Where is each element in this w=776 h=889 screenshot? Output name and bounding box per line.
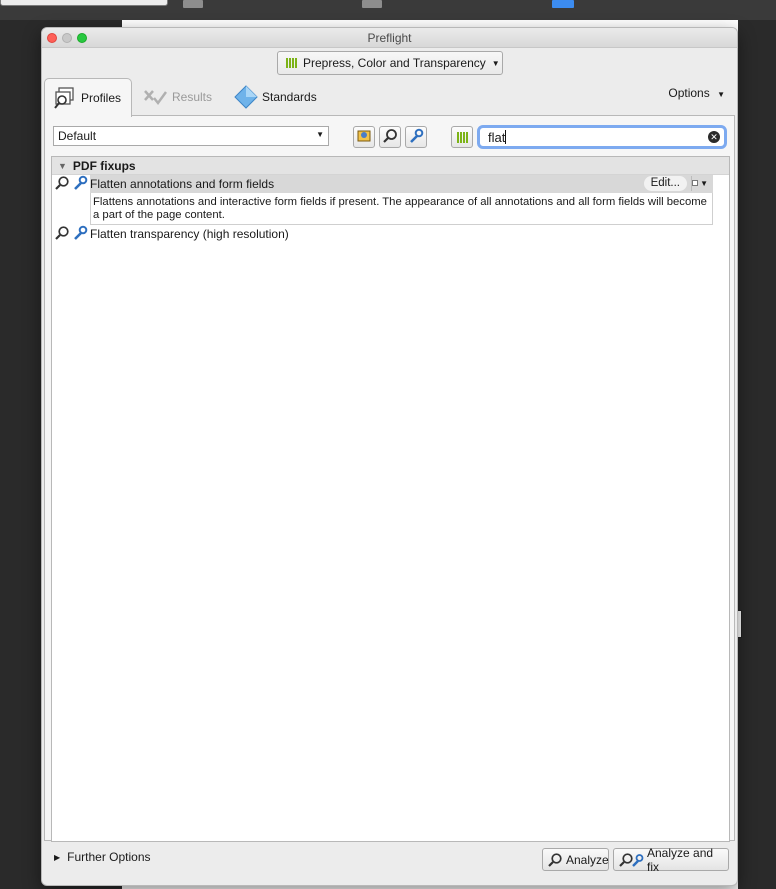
search-field[interactable] — [477, 125, 727, 149]
fixup-label: Flatten transparency (high resolution) — [90, 227, 289, 241]
magnifier-icon — [382, 128, 398, 147]
background-tool-icon — [183, 0, 203, 8]
library-select[interactable] — [53, 126, 329, 146]
window-title: Preflight — [367, 31, 412, 45]
show-fixups-button[interactable] — [405, 126, 427, 148]
wrench-icon — [72, 225, 88, 244]
magnifier-icon — [54, 225, 70, 244]
wrench-icon — [408, 128, 424, 147]
group-header[interactable] — [52, 157, 729, 175]
results-icon — [142, 86, 168, 108]
standards-icon — [234, 85, 258, 109]
further-options-label: Further Options — [67, 850, 151, 864]
background-field — [0, 0, 168, 6]
category-filter-button[interactable] — [451, 126, 473, 148]
profile-category-select[interactable] — [277, 51, 503, 75]
flag-icon — [692, 180, 698, 186]
profiles-panel — [44, 115, 735, 841]
tab-profiles-label: Profiles — [81, 91, 122, 105]
profiles-icon — [53, 86, 77, 110]
background-toolbar — [0, 0, 776, 20]
clear-search-icon[interactable]: ✕ — [708, 131, 720, 143]
further-options-toggle[interactable] — [54, 850, 151, 864]
disclosure-triangle-icon[interactable]: ▼ — [58, 160, 67, 171]
library-select-value: Default — [58, 129, 97, 143]
tab-standards-label: Standards — [262, 90, 317, 104]
selected-item-bar[interactable] — [90, 175, 713, 193]
analyze-and-fix-button[interactable] — [613, 845, 729, 874]
tab-standards[interactable] — [234, 78, 317, 116]
tab-profiles[interactable] — [44, 78, 132, 117]
chevron-down-icon: ▼ — [491, 58, 500, 68]
magnifier-icon — [547, 852, 563, 868]
analyze-and-fix-label: Analyze and fix — [647, 845, 714, 874]
fixup-description: Flattens annotations and interactive form fields if present. The appearance of all annotations and all form fields will become a part of the page content. — [90, 193, 713, 225]
list-item[interactable] — [52, 225, 729, 243]
magnifier-icon — [54, 175, 70, 194]
profile-category-label: Prepress, Color and Transparency — [303, 56, 486, 70]
prepress-bars-icon — [457, 132, 468, 143]
tab-results[interactable] — [142, 78, 212, 116]
wrench-icon — [72, 175, 88, 194]
chevron-down-icon: ▼ — [717, 90, 725, 99]
flag-menu-button[interactable]: ▼ — [691, 176, 711, 191]
edit-button[interactable]: Edit... — [644, 176, 687, 191]
analyze-fix-icon — [618, 852, 644, 868]
tab-results-label: Results — [172, 90, 213, 104]
options-menu[interactable] — [668, 86, 725, 100]
background-tool-icon — [362, 0, 382, 8]
title-bar — [42, 28, 737, 48]
fixups-list — [51, 156, 730, 842]
profile-tool-icon — [356, 128, 372, 147]
list-item[interactable] — [52, 175, 729, 193]
group-header-label: PDF fixups — [72, 158, 136, 173]
disclosure-triangle-icon: ▶ — [54, 852, 61, 862]
analyze-button[interactable] — [542, 848, 609, 871]
preflight-window — [41, 27, 738, 886]
chevron-down-icon: ▼ — [316, 130, 324, 139]
prepress-bars-icon — [286, 58, 297, 68]
text-cursor — [505, 130, 506, 144]
options-label: Options — [668, 86, 710, 100]
item-icons — [52, 175, 90, 194]
item-icons — [52, 225, 90, 244]
background-search-icon — [552, 0, 574, 8]
search-input[interactable]: flat — [488, 130, 506, 145]
analyze-label: Analyze — [566, 852, 609, 867]
fixup-label: Flatten annotations and form fields — [90, 177, 275, 191]
show-profiles-button[interactable] — [353, 126, 375, 148]
show-checks-button[interactable] — [379, 126, 401, 148]
